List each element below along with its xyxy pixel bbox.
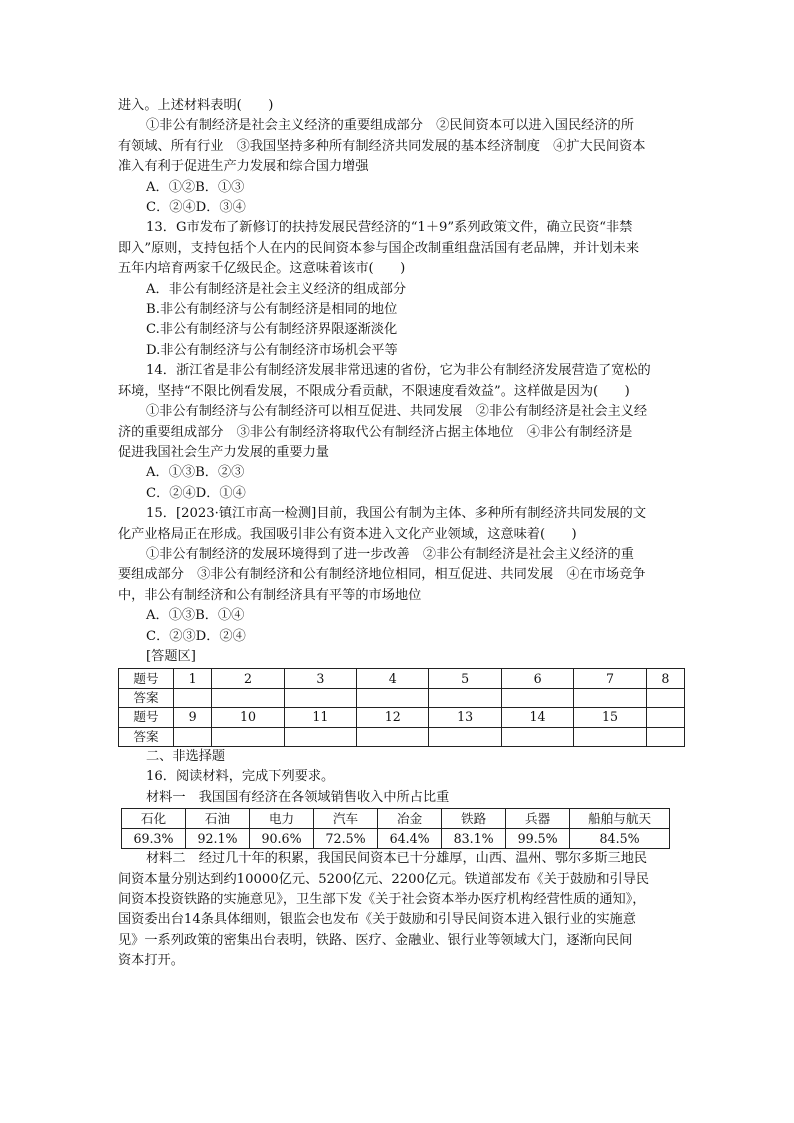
table-value-cell: 92.1% (186, 829, 250, 849)
table-value-cell: 83.1% (442, 829, 506, 849)
qnum-cell: 7 (574, 669, 646, 688)
table-header-cell: 汽车 (314, 809, 378, 829)
qnum-cell: 2 (212, 669, 284, 688)
q13-stem-line: 即入”原则，支持包括个人在内的民间资本参与国企改制重组盘活国有老品牌，并计划未来 (118, 240, 640, 256)
q15-stem-line: 15．[2023·镇江市高一检测]目前，我国公有制为主体、多种所有制经济共同发展的文 (146, 506, 647, 522)
q12-option-line: A．①②B．①③ (146, 179, 245, 195)
answer-cell[interactable] (574, 727, 646, 746)
qnum-cell: 10 (212, 708, 284, 727)
table-row (122, 829, 670, 849)
table-row (119, 727, 685, 746)
table-value-cell: 72.5% (314, 829, 378, 849)
q13-option-d: D.非公有制经济与公有制经济市场机会平等 (146, 342, 398, 358)
table-row (119, 669, 685, 688)
q12-tail: 进入。上述材料表明( ) (118, 98, 274, 113)
q15-statement-line: ①非公有制经济的发展环境得到了进一步改善 ②非公有制经济是社会主义经济的重 (146, 546, 634, 562)
answer-cell[interactable] (574, 688, 646, 707)
qnum-cell: 1 (174, 669, 212, 688)
qnum-cell: 13 (429, 708, 501, 727)
qnum-cell: 6 (501, 669, 573, 688)
qnum-label: 题号 (119, 708, 174, 727)
qnum-cell: 11 (284, 708, 356, 727)
q12-statement-line: 有领域、所有行业 ③我国坚持多种所有制经济共同发展的基本经济制度 ④扩大民间资本 (118, 138, 646, 154)
qnum-cell (646, 708, 684, 727)
qnum-cell: 12 (357, 708, 429, 727)
material1-title: 材料一 我国国有经济在各领域销售收入中所占比重 (146, 789, 450, 805)
q15-statement-line: 中，非公有制经济和公有制经济具有平等的市场地位 (118, 587, 422, 603)
q12-statement-line: ①非公有制经济是社会主义经济的重要组成部分 ②民间资本可以进入国民经济的所 (146, 118, 634, 134)
q14-stem-line: 环境，坚持“不限比例看发展，不限成分看贡献，不限速度看效益”。这样做是因为( ) (118, 383, 630, 399)
table-header-cell: 船舶与航天 (570, 809, 670, 829)
answer-cell[interactable] (284, 688, 356, 707)
q13-option-c: C.非公有制经济与公有制经济界限逐渐淡化 (146, 322, 398, 338)
table-value-cell: 84.5% (570, 829, 670, 849)
qnum-cell: 4 (357, 669, 429, 688)
table-header-cell: 兵器 (506, 809, 570, 829)
table-header-cell: 石化 (122, 809, 186, 829)
q13-option-b: B.非公有制经济与公有制经济是相同的地位 (146, 302, 398, 318)
table-row (122, 809, 670, 829)
qnum-cell: 15 (574, 708, 646, 727)
q12-option-line: C．②④D．③④ (146, 200, 246, 216)
material2-line: 间资本投资铁路的实施意见》，卫生部下发《关于社会资本举办医疗机构经营性质的通知》， (118, 891, 646, 907)
material2-line: 见》一系列政策的密集出台表明，铁路、医疗、金融业、银行业等领域大门，逐渐向民间 (118, 932, 633, 948)
answer-cell[interactable] (646, 727, 684, 746)
qnum-cell: 9 (174, 708, 212, 727)
q14-statement-line: ①非公有制经济与公有制经济可以相互促进、共同发展 ②非公有制经济是社会主义经 (146, 404, 648, 420)
q16-stem: 16．阅读材料，完成下列要求。 (146, 769, 335, 785)
qnum-label: 题号 (119, 669, 174, 688)
table-value-cell: 90.6% (250, 829, 314, 849)
q13-stem-line: 13．G市发布了新修订的扶持发展民营经济的“1＋9”系列政策文件，确立民资“非禁 (146, 220, 633, 236)
table-row (119, 708, 685, 727)
answer-cell[interactable] (501, 727, 573, 746)
table-header-cell: 石油 (186, 809, 250, 829)
answer-label: 答案 (119, 688, 174, 707)
qnum-cell: 14 (501, 708, 573, 727)
material2-line: 材料二 经过几十年的积累，我国民间资本已十分雄厚，山西、温州、鄂尔多斯三地民 (146, 851, 648, 867)
qnum-cell: 5 (429, 669, 501, 688)
material2-line: 间资本量分别达到约10000亿元、5200亿元、2200亿元。铁道部发布《关于鼓励和引导民 (118, 871, 650, 887)
material1-table (121, 808, 670, 849)
q14-stem-line: 14．浙江省是非公有制经济发展非常迅速的省份，它为非公有制经济发展营造了宽松的 (146, 363, 651, 379)
table-value-cell: 99.5% (506, 829, 570, 849)
table-row (119, 688, 685, 707)
table-header-cell: 铁路 (442, 809, 506, 829)
table-value-cell: 69.3% (122, 829, 186, 849)
table-header-cell: 电力 (250, 809, 314, 829)
qnum-cell: 3 (284, 669, 356, 688)
q14-option-line: A．①③B．②③ (146, 465, 245, 481)
answer-cell[interactable] (357, 727, 429, 746)
answer-cell[interactable] (284, 727, 356, 746)
material2-line: 国资委出台14条具体细则，银监会也发布《关于鼓励和引导民间资本进入银行业的实施意 (118, 912, 636, 928)
q14-statement-line: 济的重要组成部分 ③非公有制经济将取代公有制经济占据主体地位 ④非公有制经济是 (118, 424, 633, 440)
answer-label: 答案 (119, 727, 174, 746)
answer-cell[interactable] (174, 688, 212, 707)
answer-cell[interactable] (174, 727, 212, 746)
q12-statement-line: 准入有利于促进生产力发展和综合国力增强 (118, 159, 369, 175)
q14-option-line: C．②④D．①④ (146, 485, 246, 501)
answer-table (118, 668, 685, 747)
answer-cell[interactable] (357, 688, 429, 707)
answer-cell[interactable] (212, 727, 284, 746)
q15-option-line: C．②③D．②④ (146, 628, 246, 644)
document-page (118, 96, 684, 972)
table-header-cell: 冶金 (378, 809, 442, 829)
answer-cell[interactable] (429, 727, 501, 746)
qnum-cell: 8 (646, 669, 684, 688)
material2-line: 资本打开。 (118, 953, 184, 969)
answer-cell[interactable] (429, 688, 501, 707)
q13-option-a: A．非公有制经济是社会主义经济的组成部分 (146, 281, 407, 297)
answer-area-title: [答题区] (146, 648, 196, 664)
answer-cell[interactable] (646, 688, 684, 707)
answer-cell[interactable] (501, 688, 573, 707)
table-value-cell: 64.4% (378, 829, 442, 849)
q13-stem-line: 五年内培育两家千亿级民企。这意味着该市( ) (118, 261, 406, 277)
q15-option-line: A．①③B．①④ (146, 608, 245, 624)
q14-statement-line: 促进我国社会生产力发展的重要力量 (118, 444, 329, 460)
q15-statement-line: 要组成部分 ③非公有制经济和公有制经济地位相同，相互促进、共同发展 ④在市场竞争 (118, 567, 646, 583)
section-heading: 二、非选择题 (146, 748, 226, 764)
answer-cell[interactable] (212, 688, 284, 707)
q15-stem-line: 化产业格局正在形成。我国吸引非公有资本进入文化产业领域，这意味着( ) (118, 526, 577, 542)
